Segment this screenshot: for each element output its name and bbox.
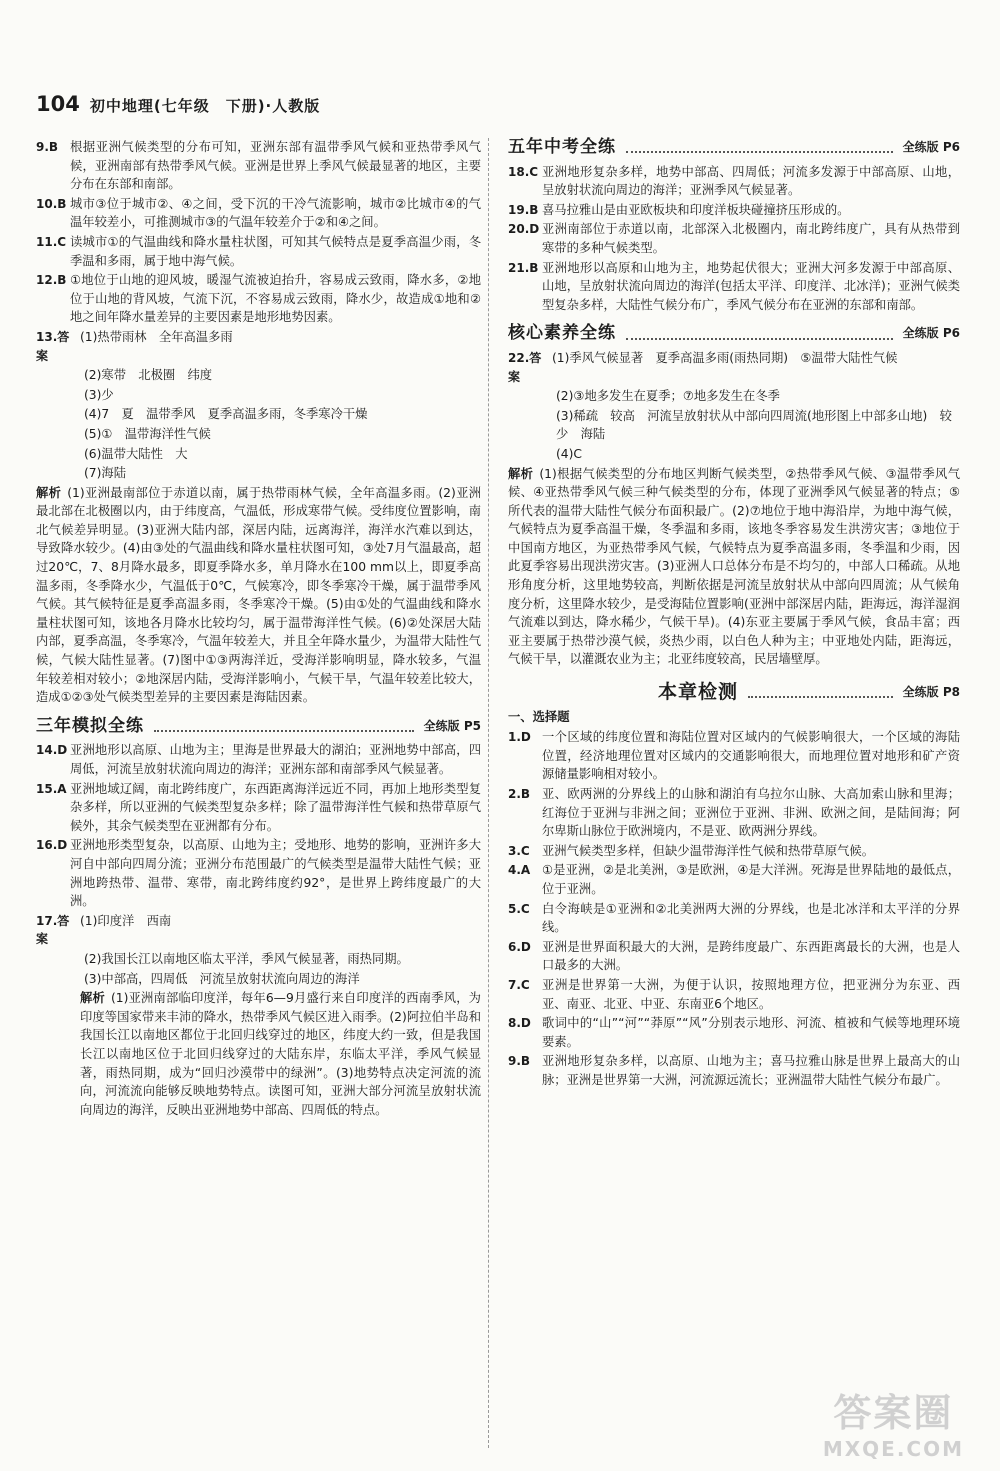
answer-item <box>36 138 481 194</box>
answer-item <box>36 836 481 910</box>
answer-item <box>508 201 960 220</box>
answer-item <box>36 271 481 327</box>
answer-number: 8.D <box>508 1016 531 1031</box>
answer-number: 18.C <box>508 164 539 179</box>
answer-subline: (7)海陆 <box>84 466 127 481</box>
answer-number: 1.D <box>508 730 531 745</box>
answer-text: (1)热带雨林 全年高温多雨 <box>80 329 233 344</box>
answer-item <box>508 220 960 257</box>
answer-item <box>508 1052 960 1089</box>
dotted-leader <box>748 686 893 698</box>
watermark-logo <box>823 1382 964 1461</box>
section-page-ref: 全练版 P6 <box>902 140 960 154</box>
answer-item-22 <box>508 349 960 386</box>
explanation-paragraph <box>36 989 481 1119</box>
answer-text: 城市③位于城市②、④之间，受下沉的干冷气流影响，城市②比城市④的气温年较差小，可推测城市③的气温年较差介于②和④之间。 <box>70 196 481 230</box>
answer-number: 12.B <box>36 273 67 288</box>
answer-number: 15.A <box>36 781 67 796</box>
answer-number: 16.D <box>36 838 68 853</box>
answer-text: 亚洲地形复杂多样，地势中部高、四周低；河流多发源于中部高原、山地，呈放射状流向周边的海洋；亚洲季风气候显著。 <box>542 164 960 198</box>
answer-text: 亚、欧两洲的分界线上的山脉和湖泊有乌拉尔山脉、大高加索山脉和里海；红海位于亚洲与非洲之间；亚洲位于亚洲、非洲、欧洲之间，是陆间海；阿尔卑斯山脉位于欧洲境内，不是亚、欧两洲分界线。 <box>542 787 960 839</box>
section-title: 三年模拟全练 <box>36 715 144 736</box>
dotted-leader <box>154 720 414 732</box>
answer-number: 4.A <box>508 863 531 878</box>
answer-item-13 <box>36 328 481 365</box>
answer-text: 亚洲地形以高原、山地为主；里海是世界最大的湖泊；亚洲地势中部高，四周低，河流呈放射状流向周边的海洋；亚洲东部和南部季风气候显著。 <box>70 743 481 776</box>
answer-text: 白令海峡是①亚洲和②北美洲两大洲的分界线，也是北冰洋和太平洋的分界线。 <box>542 901 960 935</box>
answer-item-17 <box>36 912 481 949</box>
answer-item <box>508 728 960 784</box>
answer-number: 5.C <box>508 901 530 916</box>
explanation-label: 解析 <box>508 466 534 481</box>
answer-number: 17.答案 <box>36 913 70 947</box>
answer-text: 亚洲南部位于赤道以南，北部深入北极圈内，南北跨纬度广，具有从热带到寒带的多种气候类型。 <box>542 222 960 255</box>
answer-number: 9.B <box>36 140 59 154</box>
answer-item <box>36 741 481 778</box>
section-title: 五年中考全练 <box>508 137 616 157</box>
answer-item <box>508 163 960 200</box>
answer-text: ①地位于山地的迎风坡，暖湿气流被迫抬升，容易成云致雨，降水多，②地位于山地的背风坡，气流下沉，不容易成云致雨，降水少，故造成①地和②地之间年降水量差异的主要因素是地形地势因素。 <box>70 273 481 325</box>
answer-subline: (3)少 <box>84 387 114 402</box>
answer-item <box>508 900 960 937</box>
answer-item <box>508 259 960 315</box>
answer-text: ①是亚洲，②是北美洲，③是欧洲，④是大洋洲。死海是世界陆地的最低点，位于亚洲。 <box>542 863 960 896</box>
answer-number: 20.D <box>508 222 540 237</box>
section-header-sannian <box>36 717 481 736</box>
section-header-hexin <box>508 324 960 343</box>
logo-url: MXQE.COM <box>822 1437 964 1461</box>
answer-item <box>508 976 960 1013</box>
section-page-ref: 全练版 P5 <box>423 718 481 733</box>
explanation-label: 解析 <box>36 485 62 500</box>
answer-text: 读城市①的气温曲线和降水量柱状图，可知其气候特点是夏季高温少雨，冬季温和多雨，属于地中海气候。 <box>70 234 481 268</box>
explanation-paragraph <box>36 484 481 707</box>
answer-subline: (3)中部高，四周低 河流呈放射状流向周边的海洋 <box>84 971 360 986</box>
subsection-heading: 一、选择题 <box>508 709 570 724</box>
dotted-leader <box>626 328 893 340</box>
answer-subline: (4)7 夏 温带季风 夏季高温多雨，冬季寒冷干燥 <box>84 407 368 422</box>
answer-subline: (6)温带大陆性 大 <box>84 446 188 461</box>
answer-text: (1)印度洋 西南 <box>80 913 172 928</box>
answer-number: 2.B <box>508 787 531 801</box>
answer-number: 22.答案 <box>508 350 542 384</box>
answer-number: 10.B <box>36 196 67 211</box>
explanation-paragraph <box>508 465 960 670</box>
answer-subline: (5)① 温带海洋性气候 <box>84 426 211 441</box>
answer-number: 3.C <box>508 843 530 858</box>
section-title: 本章检测 <box>658 681 739 704</box>
answer-item <box>508 785 960 841</box>
section-page-ref: 全练版 P8 <box>902 685 960 700</box>
answer-item <box>508 842 960 861</box>
section-header-wunian <box>508 138 960 157</box>
answer-subline: (3)稀疏 较高 河流呈放射状从中部向四周流(地形图上中部多山地) 较少 海陆 <box>556 408 952 442</box>
answer-text: 亚洲地形类型复杂，以高原、山地为主；受地形、地势的影响，亚洲许多大河自中部向四周分流；亚洲分布范围最广的气候类型是温带大陆性气候；亚洲地跨热带、温带、寒带，南北跨纬度约92°，是世界上跨纬度最广的大洲。 <box>70 838 481 909</box>
answer-item <box>36 780 481 836</box>
page-header <box>36 92 320 116</box>
right-column <box>508 138 960 1091</box>
explanation-text: (1)亚洲南部临印度洋，每年6—9月盛行来自印度洋的西南季风，为印度等国家带来丰沛的降水，热带季风气候区进入雨季。(2)阿拉伯半岛和我国长江以南地区都位于北回归线穿过的地区，纬度大约一致，但是我国长江以南地区位于北回归线穿过的大陆东岸，东临太平洋，季风气候显著，雨热同期，成为“回归沙漠带中的绿洲”。(3)地势特点决定河流的流向，河流流向能够反映地势特点。读图可知，亚洲大部分河流呈放射状流向周边的海洋，反映出亚洲地势中部高、四周低的特点。 <box>80 991 481 1117</box>
answer-text: 喜马拉雅山是由亚欧板块和印度洋板块碰撞挤压形成的。 <box>542 202 850 217</box>
answer-text: 亚洲是世界面积最大的大洲，是跨纬度最广、东西距离最长的大洲，也是人口最多的大洲。 <box>542 939 960 973</box>
answer-item <box>508 861 960 898</box>
dotted-leader <box>626 141 893 153</box>
answer-number: 7.C <box>508 977 530 992</box>
answer-item <box>508 1014 960 1051</box>
answer-number: 14.D <box>36 743 68 758</box>
answer-item <box>36 233 481 270</box>
column-divider <box>488 138 489 1448</box>
answer-item <box>36 195 481 232</box>
answer-item <box>508 938 960 975</box>
book-title: 初中地理(七年级 下册)·人教版 <box>89 97 321 115</box>
answer-text: 根据亚洲气候类型的分布可知，亚洲东部有温带季风气候和亚热带季风气候，亚洲南部有热带季风气候。亚洲是世界上季风气候最显著的地区，主要分布在东部和南部。 <box>70 140 481 192</box>
answer-text: 歌词中的“山”“河”“莽原”“风”分别表示地形、河流、植被和气候等地理环境要素。 <box>542 1016 960 1049</box>
answer-subline: (4)C <box>556 446 583 461</box>
answer-subline: (2)我国长江以南地区临太平洋，季风气候显著，雨热同期。 <box>84 951 409 966</box>
logo-text: 答案圈 <box>833 1391 954 1435</box>
answer-subline: (2)寒带 北极圈 纬度 <box>84 368 213 383</box>
answer-text: 亚洲地形复杂多样，以高原、山地为主；喜马拉雅山脉是世界上最高大的山脉；亚洲是世界第一大洲，河流源远流长；亚洲温带大陆性气候分布最广。 <box>542 1054 960 1087</box>
section-header-benzhang <box>508 683 960 702</box>
answer-text: (1)季风气候显著 夏季高温多雨(雨热同期) ⑤温带大陆性气候 <box>552 350 898 365</box>
answer-text: 亚洲地域辽阔，南北跨纬度广，东西距离海洋远近不同，再加上地形类型复杂多样，所以亚洲的气候类型复杂多样；除了温带海洋性气候和热带草原气候外，其余气候类型在亚洲都有分布。 <box>70 781 481 833</box>
answer-number: 6.D <box>508 939 531 954</box>
answer-text: 亚洲气候类型多样，但缺少温带海洋性气候和热带草原气候。 <box>542 843 875 858</box>
answer-text: 亚洲地形以高原和山地为主，地势起伏很大；亚洲大河多发源于中部高原、山地，呈放射状流向周边的海洋(包括太平洋、印度洋、北冰洋)；亚洲气候类型复杂多样，大陆性气候分布广，季风气候分布在亚洲的东部和南部。 <box>542 260 960 312</box>
section-title: 核心素养全练 <box>508 323 616 344</box>
answer-subline: (2)③地多发生在夏季；⑦地多发生在冬季 <box>556 389 780 404</box>
explanation-text: (1)亚洲最南部位于赤道以南，属于热带雨林气候，全年高温多雨。(2)亚洲最北部在北极圈以内，由于纬度高，气温低，形成寒带气候。受纬度位置影响，南北气候差异明显。(3)亚洲大陆内部，深居内陆，远离海洋，海洋水汽难以到达，导致降水较少。(4)由③处的气温曲线和降水量柱状图可知，③处7月气温最高，超过20℃，7、8月降水最多，即夏季降水多，单月降水在100 mm以上，即夏季高温多雨，冬季降水少，气温低于0℃，气候寒冷，即冬季寒冷干燥，属于温带季风气候。其气候特征是夏季高温多雨，冬季寒冷干燥。(5)由①处的气温曲线和降水量柱状图可知，该地各月降水比较均匀，属于温带海洋性气候。(6)②处深居大陆内部，夏季高温，冬季寒冷，气温年较差大，并且全年降水量少，为温带大陆性气候，气候大陆性显著。(7)图中①③两海洋近，受海洋影响明显，降水较多，气温年较差相对较小；②地深居内陆，受海洋影响小，气候干旱，气温年较差比较大，造成①②③处气候类型差异的主要因素是海陆因素。 <box>36 485 481 705</box>
answer-number: 13.答案 <box>36 329 70 363</box>
section-page-ref: 全练版 P6 <box>902 326 960 341</box>
answer-number: 11.C <box>36 234 67 249</box>
answer-text: 亚洲是世界第一大洲，为便于认识，按照地理方位，把亚洲分为东亚、西亚、南亚、北亚、中亚、东南亚6个地区。 <box>542 977 960 1011</box>
answer-number: 9.B <box>508 1054 531 1069</box>
answer-number: 21.B <box>508 260 539 275</box>
left-column <box>36 138 481 1119</box>
explanation-text: (1)根据气候类型的分布地区判断气候类型，②热带季风气候、③温带季风气候、④亚热带季风气候三种气候类型的分布，体现了亚洲季风气候显著的特点；⑤所代表的温带大陆性气候分布面积最广。(2)⑦地位于地中海沿岸，为地中海气候，气候特点为夏季高温干燥，冬季温和多雨，该地冬季容易发生洪涝灾害；③地位于中国南方地区，为亚热带季风气候，气候特点为夏季高温多雨，冬季温和少雨，因此夏季容易出现洪涝灾害。(3)亚洲人口总体分布是不均匀的，中部人口稀疏。从地形角度分析，这里地势较高，判断依据是河流呈放射状从中部向四周流；从气候角度分析，这里降水较少，是受海陆位置影响(亚洲中部深居内陆，距海远，海洋湿润气流难以到达，降水稀少，气候干旱)。(4)东亚主要属于季风气候，食品丰富；西亚主要属于热带沙漠气候，炎热少雨，以白色人种为主；中亚地处内陆，距海远，气候干旱，以灌溉农业为主；北亚纬度较高，民居墙壁厚。 <box>508 466 960 667</box>
answer-text: 一个区域的纬度位置和海陆位置对区域内的气候影响很大，一个区域的海陆位置，经济地理位置对区域内的交通影响很大，而地理位置对地形和矿产资源储量影响相对较小。 <box>542 730 960 782</box>
page-number: 104 <box>36 92 80 116</box>
answer-number: 19.B <box>508 202 539 217</box>
explanation-label: 解析 <box>80 991 105 1006</box>
